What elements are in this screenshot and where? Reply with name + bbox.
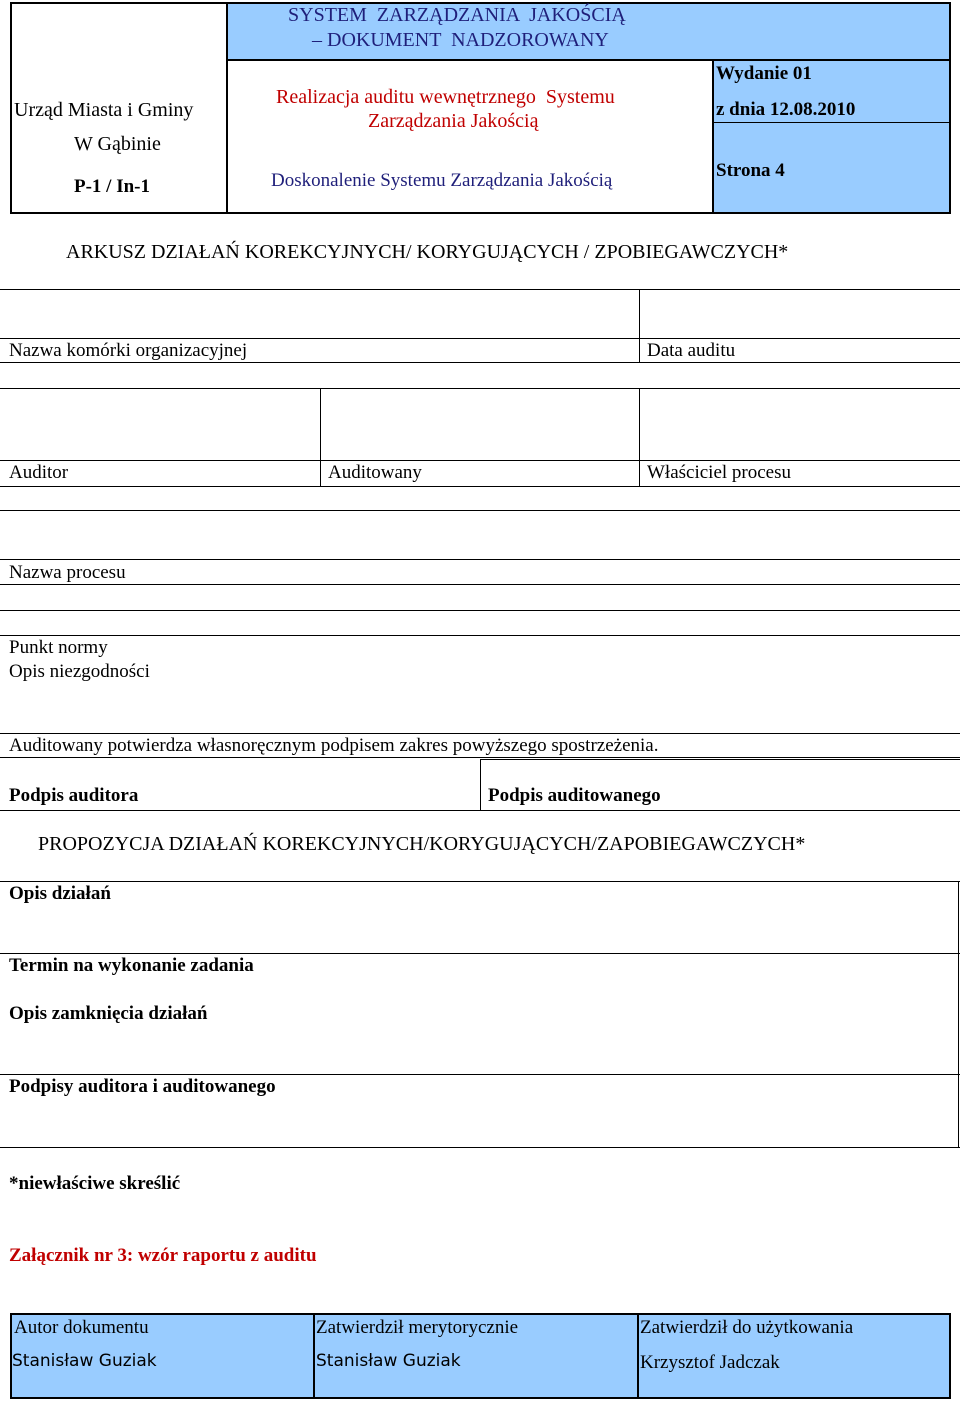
org-location: W Gąbinie — [74, 133, 161, 155]
norm-line — [0, 635, 960, 636]
proposal-title: PROPOZYCJA DZIAŁAŃ KOREKCYJNYCH/KORYGUJĄCYCH/ZAPOBIEGAWCZYCH* — [38, 833, 806, 855]
proposal-line-3 — [0, 1074, 960, 1075]
edition-number: Wydanie 01 — [716, 63, 812, 84]
row3-label-line — [0, 559, 960, 560]
signatures-label: Podpisy auditora i auditowanego — [9, 1076, 276, 1097]
org-name: Urząd Miasta i Gminy — [14, 99, 194, 121]
auditee-label: Auditowany — [328, 462, 422, 483]
proposal-line-1 — [0, 881, 960, 882]
row1-label-line — [0, 338, 960, 339]
process-name-label: Nazwa procesu — [9, 562, 126, 583]
nonconformity-end-line — [0, 733, 960, 734]
norm-point-label: Punkt normy — [9, 637, 108, 658]
procedure-code: P-1 / In-1 — [74, 176, 150, 197]
closure-label: Opis zamknięcia działań — [9, 1003, 208, 1024]
confirmation-text: Auditowany potwierdza własnoręcznym podpisem zakres powyższego spostrzeżenia. — [9, 735, 659, 756]
form-title: ARKUSZ DZIAŁAŃ KOREKCYJNYCH/ KORYGUJĄCYCH / ZPOBIEGAWCZYCH* — [66, 241, 789, 263]
process-owner-label: Właściciel procesu — [647, 462, 792, 483]
row2-label-line — [0, 460, 960, 461]
deadline-label: Termin na wykonanie zadania — [9, 955, 254, 976]
signature-line-top — [480, 759, 960, 760]
footer-divider-1 — [313, 1315, 315, 1397]
process-name-field[interactable] — [0, 510, 960, 585]
audit-date-label: Data auditu — [647, 340, 736, 361]
approved-use-name: Krzysztof Jadczak — [640, 1352, 780, 1373]
footnote: *niewłaściwe skreślić — [9, 1173, 181, 1194]
document-title-line1: Realizacja auditu wewnętrznego Systemu — [276, 86, 615, 108]
header-divider-left — [226, 4, 228, 212]
system-title-line2: – DOKUMENT NADZOROWANY — [312, 29, 609, 51]
actions-field[interactable] — [0, 906, 958, 952]
approved-content-label: Zatwierdził merytorycznie — [316, 1317, 519, 1338]
author-label: Autor dokumentu — [14, 1317, 149, 1338]
approved-content-name: Stanisław Guziak — [316, 1351, 461, 1371]
attachment-title: Załącznik nr 3: wzór raportu z auditu — [9, 1245, 317, 1266]
header-row-line-1 — [228, 59, 949, 61]
proposal-line-4 — [0, 1147, 960, 1148]
proposal-line-2 — [0, 953, 960, 954]
auditor-label: Auditor — [9, 462, 69, 483]
auditee-signature-label: Podpis auditowanego — [488, 785, 661, 806]
approved-use-label: Zatwierdził do użytkowania — [640, 1317, 854, 1338]
author-name: Stanisław Guziak — [12, 1351, 157, 1371]
page-number: Strona 4 — [716, 160, 785, 181]
header-divider-right — [712, 60, 714, 212]
actions-label: Opis działań — [9, 883, 111, 904]
footer-divider-2 — [637, 1315, 639, 1397]
auditor-signature-label: Podpis auditora — [9, 785, 139, 806]
closure-field[interactable] — [0, 1028, 958, 1073]
system-title-line1: SYSTEM ZARZĄDZANIA JAKOŚCIĄ — [288, 4, 626, 26]
edition-date: z dnia 12.08.2010 — [716, 99, 856, 120]
proposal-right-border — [958, 881, 959, 1148]
header-row-line-2 — [714, 122, 949, 123]
org-unit-label: Nazwa komórki organizacyjnej — [9, 340, 248, 361]
nonconformity-label: Opis niezgodności — [9, 661, 150, 682]
signature-divider — [480, 759, 481, 810]
signatures-field[interactable] — [0, 1100, 958, 1146]
document-title-line2: Zarządzania Jakością — [368, 110, 539, 132]
document-subtitle: Doskonalenie Systemu Zarządzania Jakością — [271, 170, 613, 191]
signature-line-bottom — [0, 810, 960, 811]
